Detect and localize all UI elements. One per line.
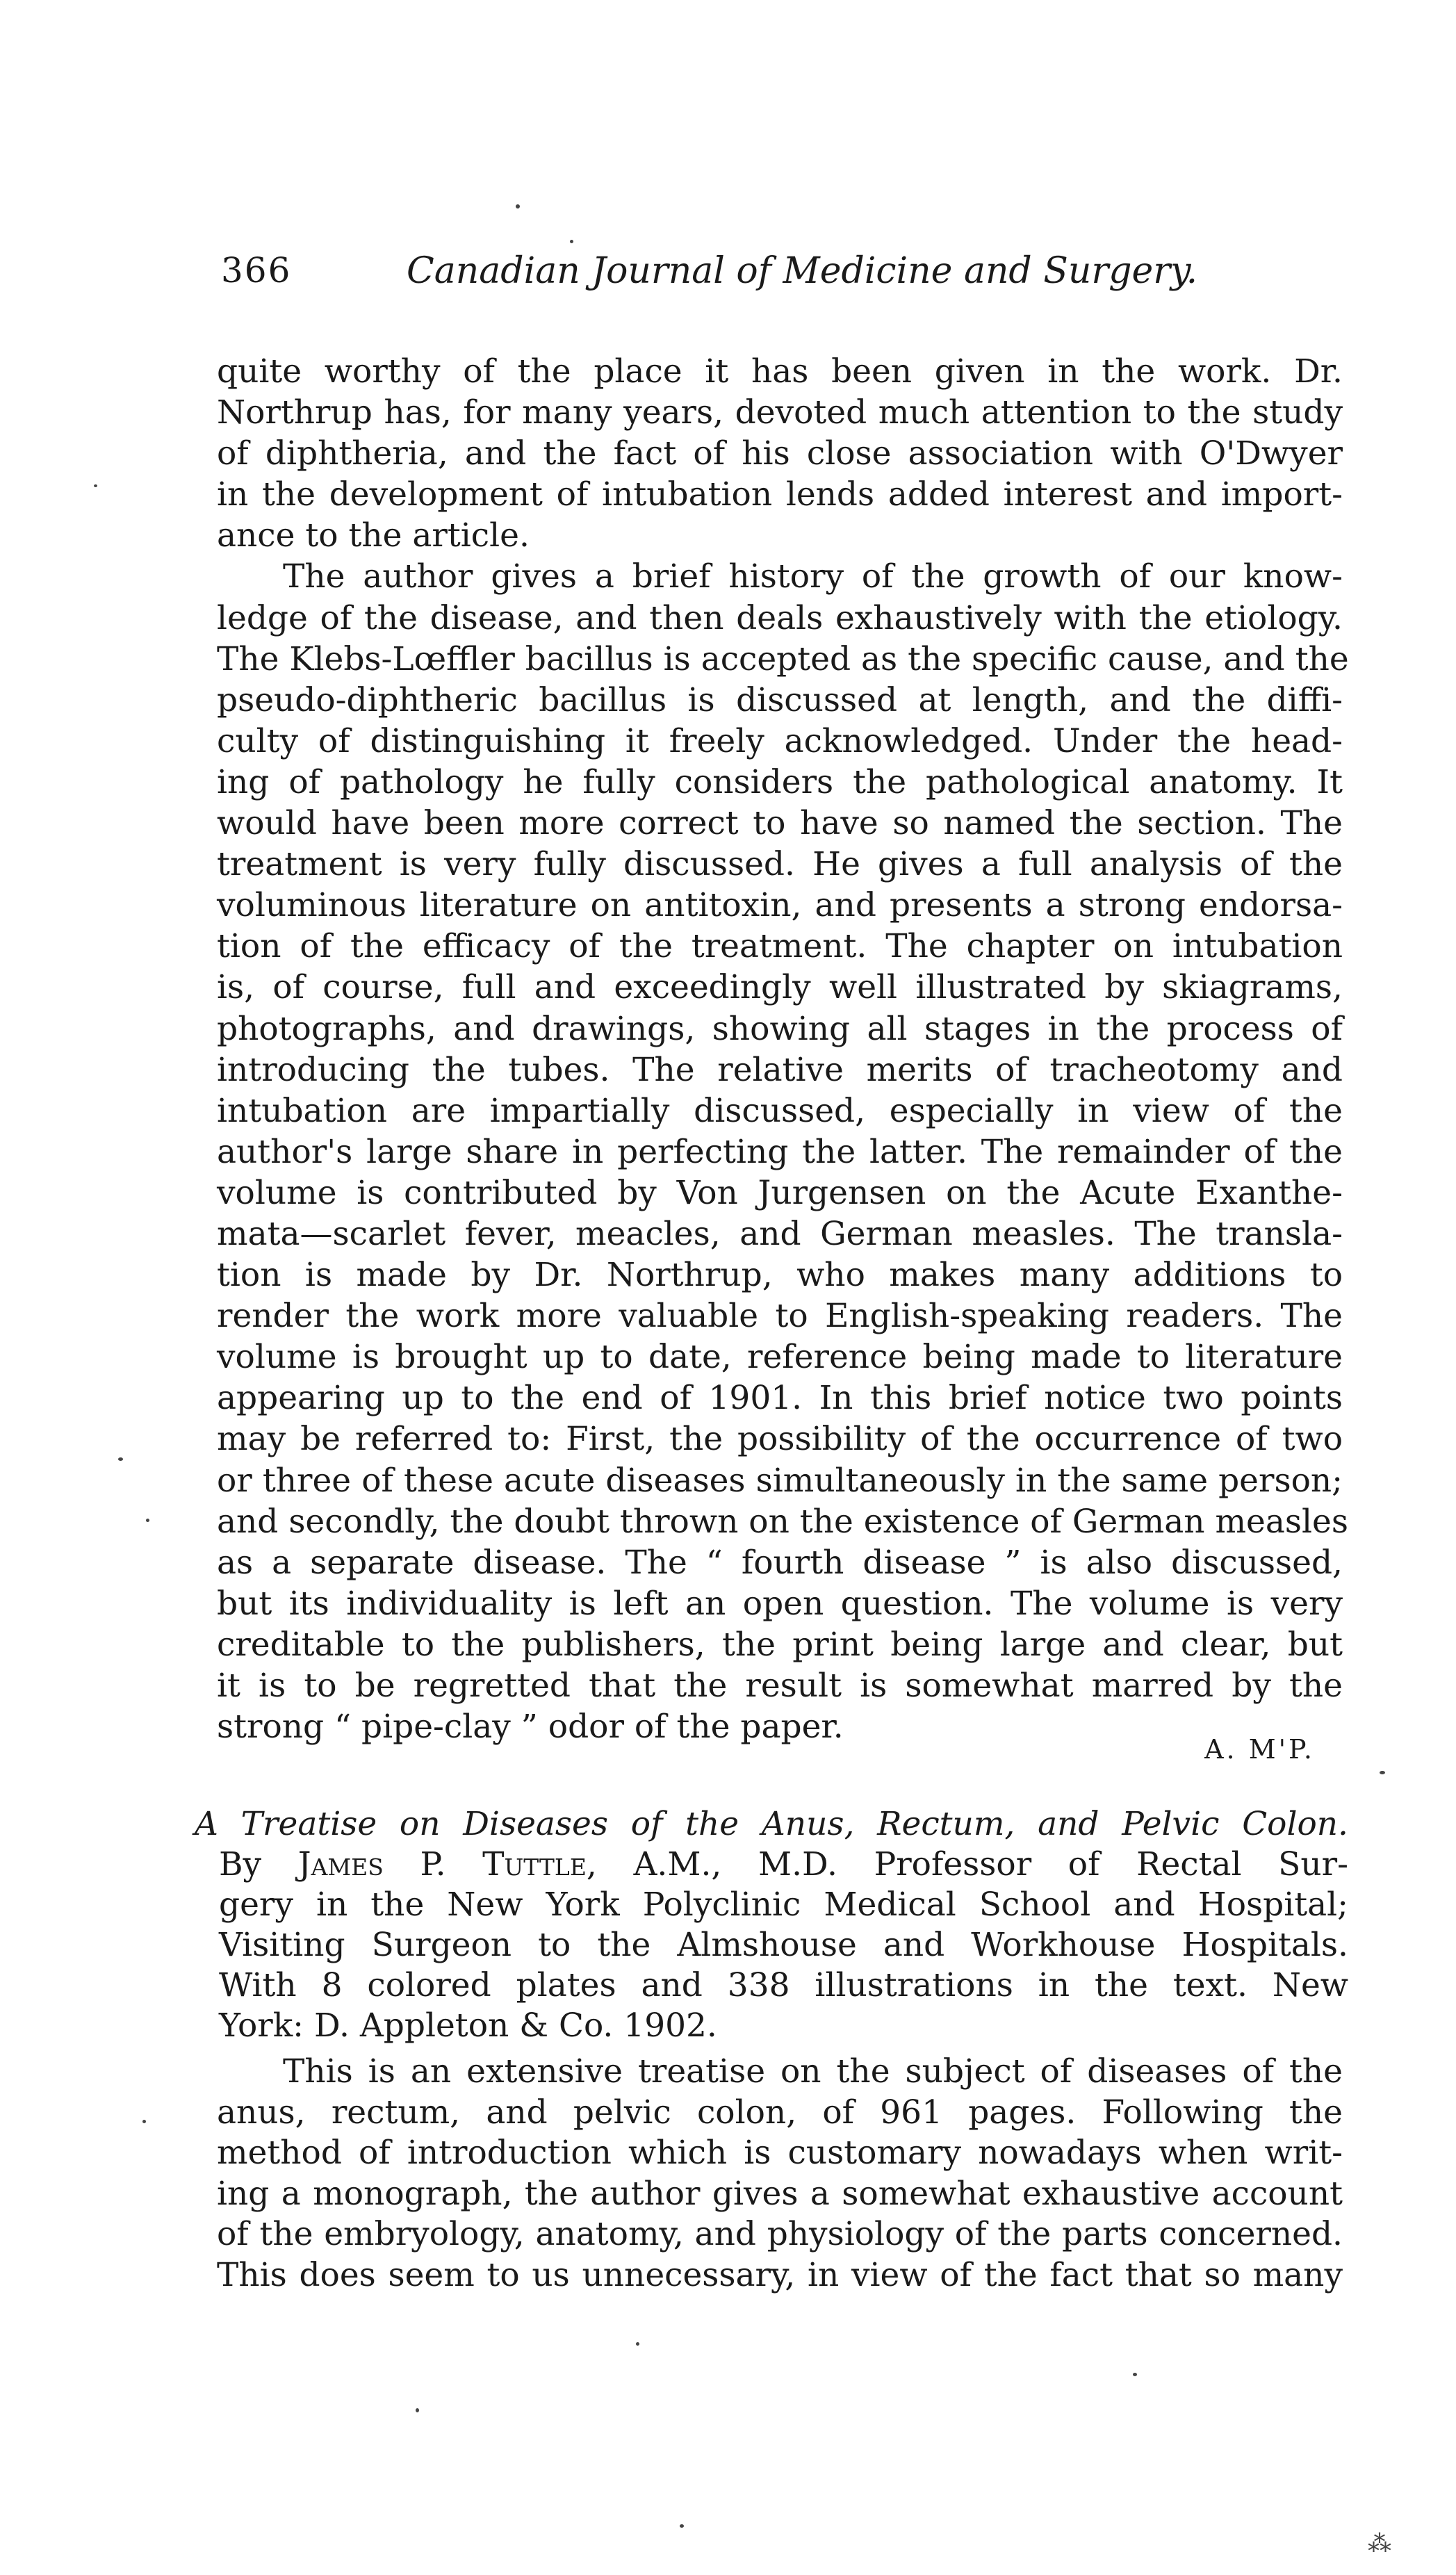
scan-corner-mark: ⁂	[1368, 2530, 1391, 2558]
scan-speck	[118, 1457, 123, 1461]
text-line: This does seem to us unnecessary, in view of the fact that so many	[217, 2255, 1343, 2294]
citation-line: York: D. Appleton & Co. 1902.	[219, 2006, 717, 2045]
text-line: volume is brought up to date, reference being made to literature	[217, 1338, 1343, 1377]
scan-speck	[1133, 2373, 1137, 2376]
text-line: creditable to the publishers, the print being large and clear, but	[217, 1625, 1343, 1664]
text-line: The Klebs-Lœffler bacillus is accepted as the specific cause, and the	[217, 639, 1349, 678]
scan-speck	[94, 484, 97, 487]
text-line: ing a monograph, the author gives a somewhat exhaustive account	[217, 2174, 1343, 2213]
text-line: method of introduction which is customary nowadays when writ-	[217, 2134, 1343, 2172]
text-line: treatment is very fully discussed. He gives a full analysis of the	[217, 845, 1343, 884]
author-name: James P. Tuttle	[297, 1845, 587, 1883]
text-line: author's large share in perfecting the latter. The remainder of the	[217, 1132, 1343, 1171]
book-title: A Treatise on Diseases of the Anus, Rectum, and Pelvic Colon.	[195, 1805, 1348, 1843]
text-line: in the development of intubation lends added interest and import-	[217, 475, 1343, 514]
review-paragraph-1	[217, 351, 1349, 1747]
citation-credentials: , A.M., M.D. Professor of Rectal Sur-	[586, 1845, 1348, 1883]
citation-line: With 8 colored plates and 338 illustrations in the text. New	[219, 1966, 1348, 2004]
reviewer-signature: A. M'P.	[1204, 1734, 1315, 1765]
scan-speck	[680, 2524, 684, 2528]
scan-speck	[1380, 1771, 1385, 1774]
text-line: This is an extensive treatise on the subject of diseases of the	[283, 2052, 1343, 2091]
scan-speck	[516, 204, 520, 209]
scan-speck	[416, 2408, 419, 2412]
book-citation	[195, 1804, 1348, 2046]
text-line: tion is made by Dr. Northrup, who makes many additions to	[217, 1256, 1343, 1295]
page-number: 366	[221, 250, 292, 291]
text-line: volume is contributed by Von Jurgensen on the Acute Exanthe-	[217, 1173, 1343, 1212]
scan-speck	[636, 2342, 639, 2346]
text-line: Northrup has, for many years, devoted much attention to the study	[217, 393, 1343, 432]
text-line: anus, rectum, and pelvic colon, of 961 pages. Following the	[217, 2093, 1343, 2132]
text-line: The author gives a brief history of the growth of our know-	[283, 557, 1343, 596]
text-line: intubation are impartially discussed, especially in view of the	[217, 1091, 1343, 1130]
text-line: but its individuality is left an open question. The volume is very	[217, 1584, 1343, 1623]
text-line: may be referred to: First, the possibility of the occurrence of two	[217, 1420, 1343, 1459]
text-line: culty of distinguishing it freely acknowledged. Under the head-	[217, 721, 1343, 760]
running-header	[0, 250, 1456, 299]
text-line: mata—scarlet fever, meacles, and German measles. The transla-	[217, 1214, 1343, 1253]
text-line: strong “ pipe-clay ” odor of the paper.	[217, 1708, 844, 1747]
text-line: of diphtheria, and the fact of his close association with O'Dwyer	[217, 434, 1343, 473]
review-paragraph-2	[217, 2052, 1343, 2296]
text-line: introducing the tubes. The relative merits of tracheotomy and	[217, 1050, 1343, 1089]
text-line: as a separate disease. The “ fourth disease ” is also discussed,	[217, 1543, 1343, 1582]
text-line: or three of these acute diseases simultaneously in the same person;	[217, 1461, 1343, 1500]
signature-row	[217, 1734, 1343, 1776]
text-line: tion of the efficacy of the treatment. The chapter on intubation	[217, 927, 1343, 966]
scan-speck	[142, 2120, 146, 2123]
running-title: Canadian Journal of Medicine and Surgery.	[407, 250, 1198, 292]
text-line: ing of pathology he fully considers the pathological anatomy. It	[217, 762, 1343, 801]
text-line: it is to be regretted that the result is somewhat marred by the	[217, 1667, 1343, 1705]
text-line: and secondly, the doubt thrown on the existence of German measles	[217, 1502, 1348, 1541]
citation-line: gery in the New York Polyclinic Medical School and Hospital;	[219, 1886, 1348, 1924]
text-line: would have been more correct to have so named the section. The	[217, 804, 1343, 843]
text-line: quite worthy of the place it has been given in the work. Dr.	[217, 352, 1343, 391]
scan-speck	[146, 1519, 149, 1522]
citation-by: By	[219, 1845, 298, 1883]
text-line: is, of course, full and exceedingly well illustrated by skiagrams,	[217, 968, 1343, 1007]
text-line: voluminous literature on antitoxin, and presents a strong endorsa-	[217, 886, 1343, 925]
citation-line	[195, 1845, 1348, 1885]
text-line: pseudo-diphtheric bacillus is discussed at length, and the diffi-	[217, 680, 1343, 719]
text-line: appearing up to the end of 1901. In this brief notice two points	[217, 1379, 1343, 1418]
citation-line: Visiting Surgeon to the Almshouse and Workhouse Hospitals.	[219, 1926, 1348, 1964]
text-line: ledge of the disease, and then deals exhaustively with the etiology.	[217, 598, 1343, 637]
text-line: render the work more valuable to English-speaking readers. The	[217, 1297, 1343, 1336]
text-line: photographs, and drawings, showing all stages in the process of	[217, 1009, 1343, 1048]
text-line: ance to the article.	[217, 516, 530, 555]
scan-speck	[570, 240, 573, 243]
text-line: of the embryology, anatomy, and physiology of the parts concerned.	[217, 2215, 1343, 2253]
